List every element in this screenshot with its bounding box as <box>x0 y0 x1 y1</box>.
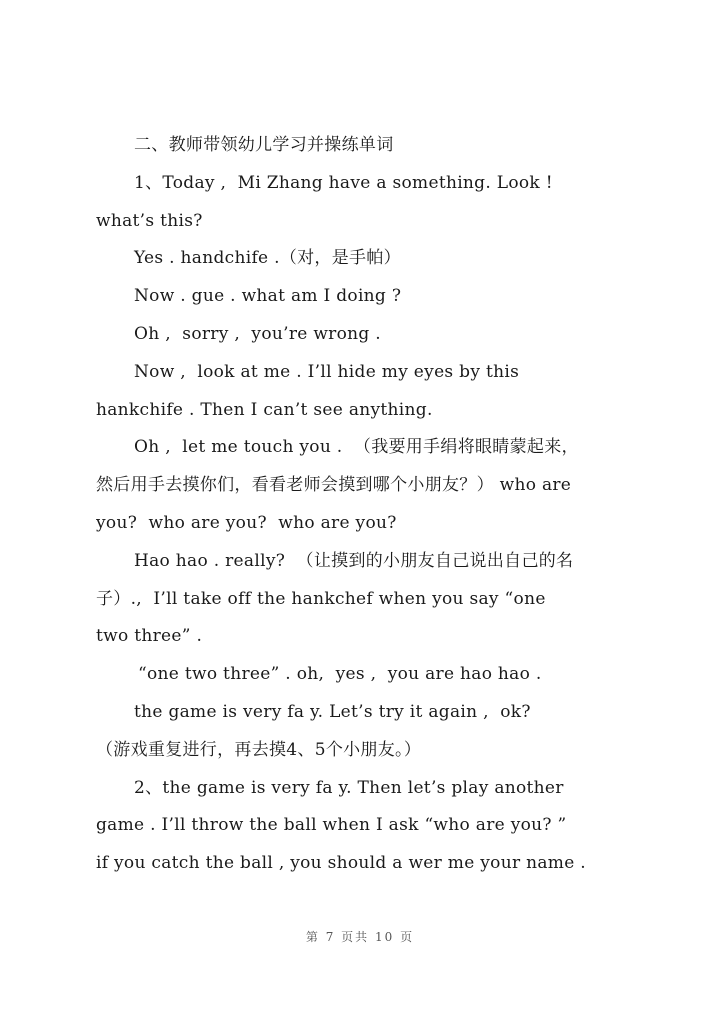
paragraph-line: Oh , let me touch you . （我要用手绢将眼睛蒙起来， <box>134 437 579 458</box>
paragraph-line: 然后用手去摸你们，看看老师会摸到哪个小朋友？） who are <box>96 475 572 496</box>
paragraph-line: hankchife . Then I can’t see anything. <box>96 399 433 420</box>
paragraph-line: “one two three” . oh, yes , you are hao hao . <box>138 664 542 685</box>
section-heading: 二、教师带领幼儿学习并操练单词 <box>134 135 394 155</box>
paragraph-line: Yes . handchife .（对，是手帕） <box>134 248 401 269</box>
paragraph-line: Now . gue . what am I doing ? <box>134 286 402 307</box>
paragraph-line: 子）., I’ll take off the hankchef when you say “one <box>96 588 546 609</box>
paragraph-line: 1、Today , Mi Zhang have a something. Look ! <box>134 172 553 193</box>
paragraph-line: Hao hao . really? （让摸到的小朋友自己说出自己的名 <box>134 550 574 571</box>
paragraph-line: Oh , sorry , you’re wrong . <box>134 323 381 344</box>
page-number-footer: 第 7 页共 10 页 <box>305 930 415 944</box>
paragraph-line: 2、the game is very fa y. Then let’s play another <box>134 777 564 798</box>
paragraph-line: （游戏重复进行，再去摸4、5个小朋友。） <box>96 739 422 760</box>
paragraph-line: you? who are you? who are you? <box>96 512 397 533</box>
paragraph-line: the game is very fa y. Let’s try it again , ok? <box>134 701 531 722</box>
paragraph-line: what’s this? <box>96 210 203 231</box>
paragraph-line: Now , look at me . I’ll hide my eyes by this <box>134 361 520 382</box>
paragraph-line: if you catch the ball , you should a wer me your name . <box>96 853 586 874</box>
document-body <box>96 127 636 883</box>
paragraph-line: game . I’ll throw the ball when I ask “who are you? ” <box>96 815 567 836</box>
paragraph-line: two three” . <box>96 626 203 647</box>
